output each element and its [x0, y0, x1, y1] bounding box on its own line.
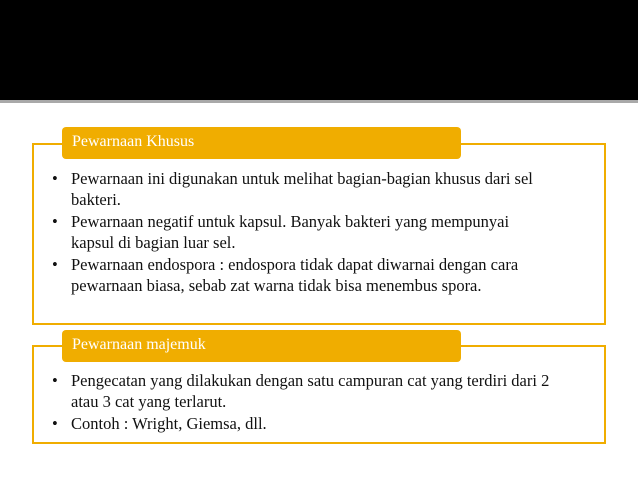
list-item: [52, 371, 552, 412]
header-divider: [0, 100, 638, 103]
list-item: [52, 212, 552, 253]
bullet-icon: •: [52, 212, 58, 231]
bullet-list-pewarnaan-majemuk: [52, 371, 552, 437]
list-item-text: Contoh : Wright, Giemsa, dll.: [71, 414, 267, 433]
bullet-icon: •: [52, 371, 58, 390]
section-title-pewarnaan-khusus: Pewarnaan Khusus: [62, 127, 461, 159]
bullet-icon: •: [52, 255, 58, 274]
list-item-text: Pewarnaan endospora : endospora tidak dapat diwarnai dengan cara pewarnaan biasa, sebab zat warna tidak bisa menembus spora.: [71, 255, 519, 295]
list-item: [52, 169, 552, 210]
list-item-text: Pewarnaan ini digunakan untuk melihat bagian-bagian khusus dari sel bakteri.: [71, 169, 533, 209]
list-item-text: Pengecatan yang dilakukan dengan satu campuran cat yang terdiri dari 2 atau 3 cat yang terlarut.: [71, 371, 550, 411]
bullet-icon: •: [52, 414, 58, 433]
list-item: [52, 414, 552, 435]
header-bar: [0, 0, 638, 100]
bullet-list-pewarnaan-khusus: [52, 169, 552, 298]
list-item-text: Pewarnaan negatif untuk kapsul. Banyak bakteri yang mempunyai kapsul di bagian luar sel.: [71, 212, 510, 252]
list-item: [52, 255, 552, 296]
bullet-icon: •: [52, 169, 58, 188]
section-title-pewarnaan-majemuk: Pewarnaan majemuk: [62, 330, 461, 362]
